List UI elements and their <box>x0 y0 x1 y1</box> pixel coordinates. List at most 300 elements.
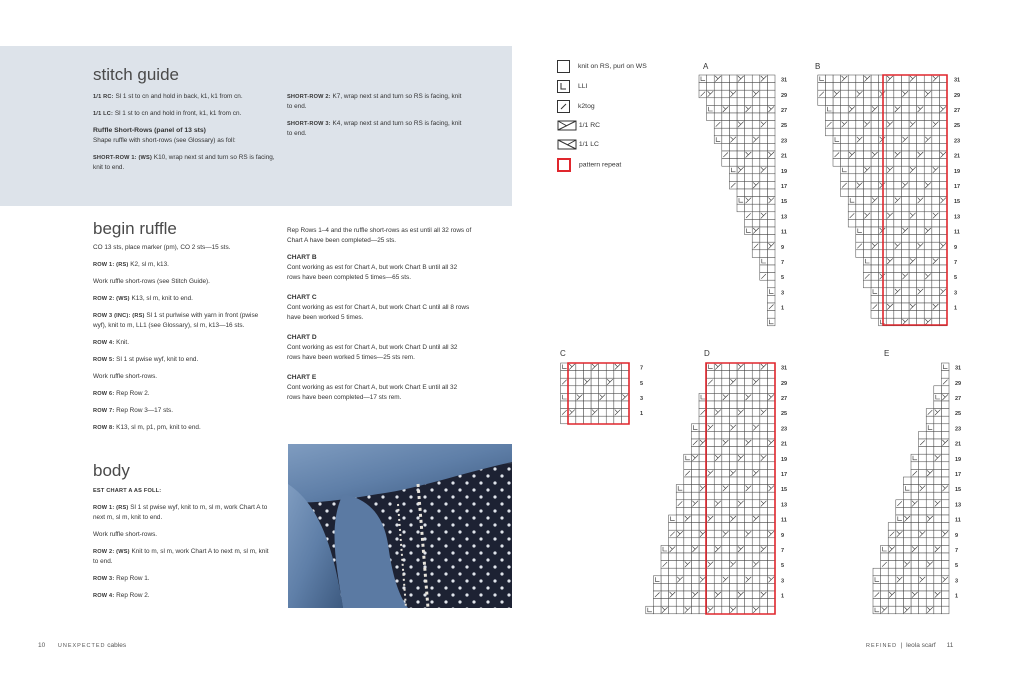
row-number: 25 <box>954 123 961 130</box>
chart-cell <box>879 75 887 83</box>
chart-cell <box>896 583 904 591</box>
chart-cell <box>760 492 768 500</box>
chart-cell <box>684 485 692 493</box>
chart-cell <box>699 477 707 485</box>
chart-cell <box>591 363 599 371</box>
chart-cell <box>825 105 833 113</box>
chart-cell <box>871 265 879 273</box>
chart-cell <box>879 136 887 144</box>
chart-cell <box>894 280 902 288</box>
chart-cell <box>714 553 722 561</box>
k2tog-symbol <box>897 501 902 506</box>
chart-cell <box>691 447 699 455</box>
chart-cell <box>767 553 775 561</box>
legend-label: knit on RS, purl on WS <box>578 63 647 70</box>
chart-cell <box>729 492 737 500</box>
chart-cell <box>745 174 753 182</box>
row-number: 15 <box>954 199 961 206</box>
cable-symbol <box>887 304 893 310</box>
chart-cell <box>699 523 707 531</box>
chart-cell <box>886 242 894 250</box>
cable-symbol <box>935 455 941 461</box>
chart-cell <box>932 98 940 106</box>
chart-cell <box>699 454 707 462</box>
chart-cell <box>752 530 760 538</box>
chart-cell <box>760 462 768 470</box>
chart-cell <box>863 189 871 197</box>
cable-symbol <box>768 152 774 158</box>
chart-cell <box>924 295 932 303</box>
chart-cell <box>729 166 737 174</box>
chart-cell <box>856 219 864 227</box>
chart-cell <box>707 515 715 523</box>
chart-cell <box>919 469 927 477</box>
row-number: 1 <box>954 305 958 312</box>
chart-cell <box>737 113 745 121</box>
chart-cell <box>825 83 833 91</box>
chart-cell <box>924 288 932 296</box>
chart-cell <box>767 303 775 311</box>
chart-cell <box>729 105 737 113</box>
row-number: 27 <box>781 108 788 114</box>
row-number: 5 <box>781 275 785 282</box>
chart-cell <box>767 250 775 258</box>
chart-cell <box>684 553 692 561</box>
chart-cell <box>707 507 715 515</box>
chart-cell <box>941 371 949 379</box>
chart-cell <box>903 568 911 576</box>
chart-cell <box>881 568 889 576</box>
chart-cell <box>924 273 932 281</box>
chart-cell <box>932 318 940 326</box>
chart-cell <box>722 393 730 401</box>
chart-cell <box>767 416 775 424</box>
chart-cell <box>932 212 940 220</box>
chart-cell <box>896 606 904 614</box>
row-number: 21 <box>781 441 788 448</box>
chart-cell <box>676 500 684 508</box>
chart-cell <box>926 583 934 591</box>
chart-cell <box>745 90 753 98</box>
chart-cell <box>737 500 745 508</box>
chart-cell <box>576 386 584 394</box>
chart-cell <box>932 295 940 303</box>
chart-cell <box>729 128 737 136</box>
row-number: 29 <box>955 380 962 387</box>
cable-symbol <box>622 394 628 400</box>
chart-cell <box>760 568 768 576</box>
chart-cell <box>767 98 775 106</box>
chart-cell <box>903 545 911 553</box>
chart-cell <box>737 439 745 447</box>
chart-cell <box>606 401 614 409</box>
cable-symbol <box>768 198 774 204</box>
chart-cell <box>699 500 707 508</box>
chart-cell <box>729 523 737 531</box>
chart-cell <box>722 507 730 515</box>
chart-cell <box>729 90 737 98</box>
cable-symbol <box>753 470 759 476</box>
chart-cell <box>646 606 654 614</box>
chart-cell <box>881 545 889 553</box>
chart-cell <box>707 538 715 546</box>
lli-symbol <box>936 395 940 399</box>
chart-cell <box>760 174 768 182</box>
chart-cell <box>606 371 614 379</box>
cable-symbol <box>927 470 933 476</box>
chart-cell <box>760 113 768 121</box>
chart-cell <box>684 583 692 591</box>
chart-cell <box>729 545 737 553</box>
chart-cell <box>714 128 722 136</box>
chart-cell <box>752 159 760 167</box>
chart-cell <box>939 295 947 303</box>
chart-cell <box>707 599 715 607</box>
chart-cell <box>676 599 684 607</box>
chart-cell <box>894 166 902 174</box>
chart-cell <box>871 75 879 83</box>
chart-cell <box>714 583 722 591</box>
chart-cell <box>841 128 849 136</box>
chart-cell <box>676 507 684 515</box>
chart-cell <box>924 113 932 121</box>
chart-cell <box>760 151 768 159</box>
cable-symbol <box>715 455 721 461</box>
cable-symbol <box>700 440 706 446</box>
chart-cell <box>760 98 768 106</box>
chart-cell <box>684 523 692 531</box>
chart-cell <box>737 431 745 439</box>
chart-cell <box>888 523 896 531</box>
chart-cell <box>886 174 894 182</box>
chart-cell <box>722 151 730 159</box>
chart-cell <box>691 606 699 614</box>
row-number: 23 <box>781 426 788 433</box>
chart-cell <box>879 98 887 106</box>
cable-symbol <box>912 592 918 598</box>
chart-cell <box>752 250 760 258</box>
chart-cell <box>745 151 753 159</box>
chart-cell <box>737 197 745 205</box>
chart-cell <box>941 485 949 493</box>
chart-cell <box>896 599 904 607</box>
chart-cell <box>669 599 677 607</box>
chart-cell <box>699 90 707 98</box>
est-chart-a-subhead: EST CHART A AS FOLL: <box>93 488 162 494</box>
chart-cell <box>888 576 896 584</box>
chart-cell <box>856 227 864 235</box>
chart-cell <box>684 530 692 538</box>
legend-item <box>557 100 595 113</box>
chart-cell <box>684 462 692 470</box>
chart-cell <box>926 492 934 500</box>
row-label: ROW 4: <box>93 593 115 599</box>
lli-symbol <box>747 229 751 233</box>
chart-cell <box>714 121 722 129</box>
chart-cell <box>737 143 745 151</box>
chart-cell <box>917 83 925 91</box>
chart-cell <box>760 128 768 136</box>
row-number: 11 <box>955 517 961 524</box>
chart-cell <box>818 75 826 83</box>
chart-cell <box>833 121 841 129</box>
chart-cell <box>934 538 942 546</box>
lli-symbol <box>701 77 705 81</box>
cable-symbol <box>940 106 946 112</box>
chart-cell <box>863 174 871 182</box>
row-text: Knit. <box>114 339 129 346</box>
chart-cell <box>901 318 909 326</box>
chart-cell <box>767 242 775 250</box>
row-label: ROW 7: <box>93 408 115 414</box>
chart-cell <box>848 136 856 144</box>
chart-cell <box>684 477 692 485</box>
chart-cell <box>856 83 864 91</box>
k2tog-symbol <box>701 92 706 97</box>
chart-cell <box>676 561 684 569</box>
chart-cell <box>707 454 715 462</box>
chart-cell <box>737 454 745 462</box>
chart-cell <box>760 386 768 394</box>
empty-square-icon <box>557 60 570 73</box>
chart-cell <box>879 303 887 311</box>
chart-cell <box>745 454 753 462</box>
chart-cell <box>896 538 904 546</box>
chart-cell <box>684 591 692 599</box>
chart-cell <box>699 545 707 553</box>
stitch-guide-col2 <box>287 92 467 146</box>
chart-cell <box>745 591 753 599</box>
chart-cell <box>737 561 745 569</box>
chart-cell <box>909 288 917 296</box>
row-number: 29 <box>954 92 961 99</box>
chart-cell <box>901 265 909 273</box>
cable-symbol <box>723 486 729 492</box>
chart-cell <box>699 439 707 447</box>
chart-cell <box>684 469 692 477</box>
cable-symbol <box>730 425 736 431</box>
chart-cell <box>737 507 745 515</box>
chart-cell <box>621 393 629 401</box>
chart-cell <box>856 181 864 189</box>
chart-cell <box>863 250 871 258</box>
chart-cell <box>722 599 730 607</box>
chart-cell <box>752 591 760 599</box>
chart-cell <box>722 128 730 136</box>
chart-cell <box>760 606 768 614</box>
cable-symbol <box>708 470 714 476</box>
chart-cell <box>722 576 730 584</box>
chart-cell <box>729 576 737 584</box>
chart-cell <box>714 363 722 371</box>
chart-cell <box>737 136 745 144</box>
chart-cell <box>752 485 760 493</box>
chart-cell <box>871 227 879 235</box>
chart-cell <box>941 447 949 455</box>
chart-cell <box>833 98 841 106</box>
chart-cell <box>745 204 753 212</box>
chart-cell <box>691 507 699 515</box>
ruffle-intro-text: CO 13 sts, place marker (pm), CO 2 sts—15 sts. <box>93 244 231 251</box>
chart-cell <box>924 151 932 159</box>
chart-cell <box>714 492 722 500</box>
chart-cell <box>848 90 856 98</box>
chart-cell <box>934 599 942 607</box>
chart-cell <box>879 280 887 288</box>
cable-symbol <box>864 76 870 82</box>
chart-cell <box>911 606 919 614</box>
chart-cell <box>752 447 760 455</box>
cable-symbol <box>834 91 840 97</box>
cable-symbol <box>761 76 767 82</box>
chart-cell <box>909 280 917 288</box>
k2tog-symbol <box>663 562 668 567</box>
chart-cell <box>760 545 768 553</box>
chart-cell <box>919 591 927 599</box>
chart-cell <box>903 599 911 607</box>
chart-cell <box>699 583 707 591</box>
cable-symbol <box>897 577 903 583</box>
cable-symbol <box>889 546 895 552</box>
chart-cell <box>760 538 768 546</box>
chart-cell <box>745 416 753 424</box>
chart-cell <box>894 212 902 220</box>
row-text: K13, sl m, knit to end. <box>129 295 193 302</box>
chart-cell <box>752 166 760 174</box>
chart-cell <box>729 507 737 515</box>
chart-cell <box>767 500 775 508</box>
chart-cell <box>919 583 927 591</box>
chart-cell <box>707 83 715 91</box>
row-number: 25 <box>781 411 788 418</box>
chart-cell <box>752 227 760 235</box>
cable-symbol <box>708 562 714 568</box>
chart-cell <box>939 83 947 91</box>
cable-symbol <box>761 167 767 173</box>
chart-cell <box>684 599 692 607</box>
chart-cell <box>909 189 917 197</box>
chart-cell <box>926 553 934 561</box>
chart-cell <box>917 311 925 319</box>
chart-cell <box>707 371 715 379</box>
cable-symbol <box>925 91 931 97</box>
chart-cell <box>729 568 737 576</box>
chart-cell <box>767 166 775 174</box>
chart-cell <box>760 235 768 243</box>
cable-symbol <box>849 106 855 112</box>
body-text <box>93 486 273 608</box>
pattern-repeat-outline <box>706 363 775 614</box>
chart-cell <box>767 530 775 538</box>
row-number: 21 <box>781 153 788 160</box>
lli-symbol <box>563 365 567 369</box>
cable-symbol <box>685 516 691 522</box>
chart-cell <box>917 174 925 182</box>
chart-cell <box>614 409 622 417</box>
k2tog-symbol <box>562 380 567 385</box>
lli-symbol <box>873 289 877 293</box>
k2tog-symbol <box>865 274 870 279</box>
chart-cell <box>856 136 864 144</box>
chart-cell <box>901 242 909 250</box>
chart-cell <box>941 454 949 462</box>
chart-cell <box>886 197 894 205</box>
chart-cell <box>752 606 760 614</box>
chart-cell <box>871 143 879 151</box>
chart-cell <box>924 227 932 235</box>
chart-cell <box>924 250 932 258</box>
cable-symbol <box>942 486 948 492</box>
chart-cell <box>729 454 737 462</box>
chart-cell <box>911 500 919 508</box>
chart-cell <box>886 212 894 220</box>
chart-b-label: B <box>815 62 821 71</box>
chart-cell <box>745 515 753 523</box>
chart-cell <box>848 143 856 151</box>
work-shortrows-text: Work ruffle short-rows (see Stitch Guide). <box>93 278 210 285</box>
chart-cell <box>863 83 871 91</box>
chart-cell <box>767 219 775 227</box>
cable-symbol <box>887 76 893 82</box>
chart-cell <box>856 212 864 220</box>
chart-cell <box>911 591 919 599</box>
chart-cell <box>919 454 927 462</box>
chart-cell <box>669 523 677 531</box>
chart-cell <box>745 98 753 106</box>
chart-cell <box>909 143 917 151</box>
chart-cell <box>583 401 591 409</box>
chart-cell <box>941 378 949 386</box>
chart-cell <box>722 90 730 98</box>
cable-symbol <box>902 274 908 280</box>
chart-cell <box>901 219 909 227</box>
cable-symbol <box>600 394 606 400</box>
chart-cell <box>932 113 940 121</box>
chart-cell <box>699 591 707 599</box>
chart-cell <box>591 409 599 417</box>
chart-cell <box>568 416 576 424</box>
k2tog-symbol <box>873 305 878 310</box>
chart-cell <box>934 393 942 401</box>
chart-cell <box>707 416 715 424</box>
chart-cell <box>871 288 879 296</box>
cable-symbol <box>723 440 729 446</box>
cable-symbol <box>857 137 863 143</box>
chart-cell <box>737 545 745 553</box>
chart-cell <box>941 401 949 409</box>
chart-cell <box>833 159 841 167</box>
row-number: 27 <box>781 396 788 402</box>
chart-cell <box>767 454 775 462</box>
chart-cell <box>841 174 849 182</box>
chart-cell <box>934 485 942 493</box>
chart-cell <box>745 227 753 235</box>
chart-cell <box>934 553 942 561</box>
chart-cell <box>871 212 879 220</box>
chart-cell <box>745 485 753 493</box>
chart-cell <box>684 492 692 500</box>
chart-cell <box>599 416 607 424</box>
chart-cell <box>561 378 569 386</box>
cable-symbol <box>768 440 774 446</box>
shortrow1-label: SHORT-ROW 1: (WS) <box>93 155 153 161</box>
chart-cell <box>760 530 768 538</box>
work-shortrows-text: Work ruffle short-rows. <box>93 531 158 538</box>
cable-symbol <box>895 198 901 204</box>
book-title-2: cables <box>107 642 127 649</box>
chart-cell <box>919 431 927 439</box>
chart-cell <box>856 189 864 197</box>
